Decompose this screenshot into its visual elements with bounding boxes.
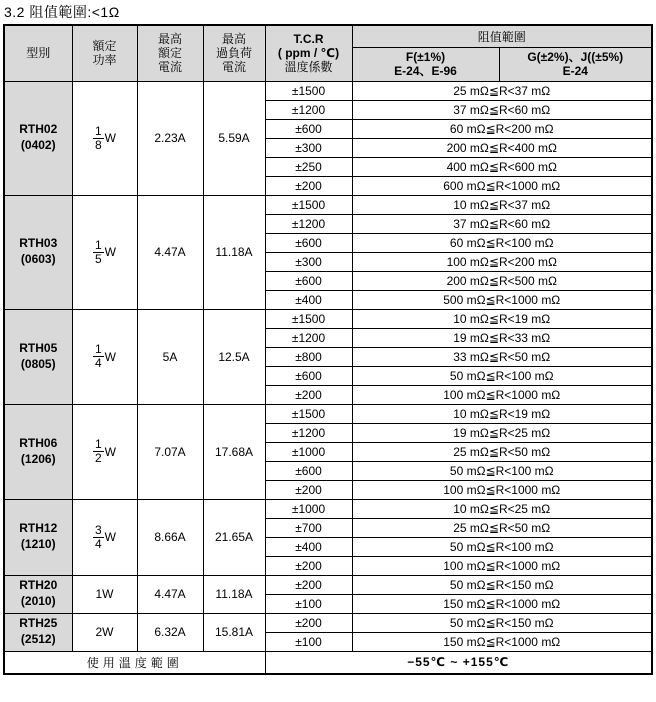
tcr-cell: ±700 xyxy=(265,518,352,537)
overload-current-cell: 5.59A xyxy=(203,81,265,195)
resistance-range-cell: 25 mΩ≦R<50 mΩ xyxy=(352,442,652,461)
resistance-range-cell: 25 mΩ≦R<37 mΩ xyxy=(352,81,652,100)
rated-power-cell xyxy=(72,499,137,575)
tcr-cell: ±800 xyxy=(265,347,352,366)
tcr-cell: ±400 xyxy=(265,537,352,556)
tcr-cell: ±300 xyxy=(265,252,352,271)
fraction-numerator: 1 xyxy=(94,342,102,357)
model-name: RTH06 xyxy=(19,435,58,450)
rated-current-cell: 2.23A xyxy=(137,81,203,195)
power-unit: W xyxy=(104,444,116,459)
model-package: (1210) xyxy=(20,537,56,551)
resistance-range-cell: 150 mΩ≦R<1000 mΩ xyxy=(352,594,652,613)
tcr-cell: ±200 xyxy=(265,575,352,594)
rated-power-cell xyxy=(72,309,137,404)
model-name: RTH02 xyxy=(19,122,58,137)
power-fraction xyxy=(93,524,104,550)
tcr-cell: ±1200 xyxy=(265,423,352,442)
overload-current-cell: 15.81A xyxy=(203,613,265,651)
resistance-range-cell: 50 mΩ≦R<150 mΩ xyxy=(352,613,652,632)
rated-power-cell xyxy=(72,81,137,195)
resistance-range-cell: 10 mΩ≦R<25 mΩ xyxy=(352,499,652,518)
spec-row xyxy=(4,81,652,100)
rated-power-cell: 1W xyxy=(72,575,137,613)
tcr-cell: ±200 xyxy=(265,480,352,499)
model-cell xyxy=(4,404,72,499)
tcr-cell: ±1000 xyxy=(265,499,352,518)
rated-current-cell: 4.47A xyxy=(137,195,203,309)
col-header-max-rated-current: 最高 額定 電流 xyxy=(137,25,203,81)
model-name: RTH20 xyxy=(19,578,58,593)
model-name: RTH03 xyxy=(19,236,58,251)
rated-current-cell: 4.47A xyxy=(137,575,203,613)
col-header-tcr: T.C.R ( ppm / ℃) 溫度係數 xyxy=(265,25,352,81)
tcr-cell: ±1500 xyxy=(265,309,352,328)
fraction-denominator: 4 xyxy=(94,356,102,370)
table-body xyxy=(4,81,652,674)
resistance-range-cell: 500 mΩ≦R<1000 mΩ xyxy=(352,290,652,309)
resistance-range-cell: 150 mΩ≦R<1000 mΩ xyxy=(352,632,652,651)
model-package: (2010) xyxy=(20,594,56,608)
fraction-denominator: 5 xyxy=(94,251,102,266)
fraction-numerator: 1 xyxy=(94,437,102,452)
resistance-range-cell: 10 mΩ≦R<19 mΩ xyxy=(352,309,652,328)
resistance-range-cell: 10 mΩ≦R<37 mΩ xyxy=(352,195,652,214)
operating-temperature-row xyxy=(4,651,652,674)
fraction-numerator: 1 xyxy=(94,237,102,252)
overload-current-cell: 11.18A xyxy=(203,575,265,613)
section-title: 3.2 阻值範圍:<1Ω xyxy=(4,4,120,20)
tcr-cell: ±100 xyxy=(265,632,352,651)
resistance-range-cell: 25 mΩ≦R<50 mΩ xyxy=(352,518,652,537)
power-fraction xyxy=(93,343,104,369)
tcr-cell: ±250 xyxy=(265,157,352,176)
resistance-range-cell: 10 mΩ≦R<19 mΩ xyxy=(352,404,652,423)
tcr-cell: ±200 xyxy=(265,556,352,575)
tcr-cell: ±600 xyxy=(265,119,352,138)
table-header xyxy=(4,25,652,81)
tcr-cell: ±1000 xyxy=(265,442,352,461)
power-fraction xyxy=(93,125,104,151)
model-cell xyxy=(4,613,72,651)
col-header-resistance-range: 阻值範圍 xyxy=(352,25,652,47)
rated-current-cell: 6.32A xyxy=(137,613,203,651)
tcr-cell: ±1200 xyxy=(265,100,352,119)
tcr-cell: ±1500 xyxy=(265,404,352,423)
resistance-range-table xyxy=(3,24,653,675)
rated-power-cell xyxy=(72,404,137,499)
tcr-cell: ±600 xyxy=(265,461,352,480)
tcr-cell: ±1200 xyxy=(265,328,352,347)
tcr-cell: ±400 xyxy=(265,290,352,309)
model-cell xyxy=(4,499,72,575)
tcr-cell: ±1500 xyxy=(265,81,352,100)
resistance-range-cell: 37 mΩ≦R<60 mΩ xyxy=(352,100,652,119)
spec-row xyxy=(4,309,652,328)
tcr-cell: ±1500 xyxy=(265,195,352,214)
power-unit: W xyxy=(104,131,116,145)
col-header-max-overload-current: 最高 過負荷 電流 xyxy=(203,25,265,81)
tcr-cell: ±1200 xyxy=(265,214,352,233)
power-unit: W xyxy=(104,349,116,364)
model-package: (0402) xyxy=(20,138,56,152)
tcr-cell: ±300 xyxy=(265,138,352,157)
col-header-rated-power: 額定 功率 xyxy=(72,25,137,81)
model-cell xyxy=(4,309,72,404)
spec-row xyxy=(4,613,652,632)
resistance-range-cell: 60 mΩ≦R<100 mΩ xyxy=(352,233,652,252)
tcr-cell: ±200 xyxy=(265,385,352,404)
model-package: (2512) xyxy=(20,632,56,646)
resistance-range-cell: 200 mΩ≦R<500 mΩ xyxy=(352,271,652,290)
spec-row xyxy=(4,195,652,214)
rated-current-cell: 7.07A xyxy=(137,404,203,499)
fraction-numerator: 3 xyxy=(94,522,102,537)
resistance-range-cell: 50 mΩ≦R<100 mΩ xyxy=(352,461,652,480)
fraction-numerator: 1 xyxy=(94,123,102,138)
spec-row xyxy=(4,404,652,423)
col-header-tolerance-f: F(±1%) E-24、E-96 xyxy=(352,47,499,81)
tcr-cell: ±200 xyxy=(265,176,352,195)
model-name: RTH25 xyxy=(19,616,58,631)
overload-current-cell: 17.68A xyxy=(203,404,265,499)
fraction-denominator: 4 xyxy=(94,536,102,551)
model-package: (0805) xyxy=(20,356,56,371)
tcr-cell: ±200 xyxy=(265,613,352,632)
power-unit: W xyxy=(104,530,116,544)
rated-current-cell: 5A xyxy=(137,309,203,404)
resistance-range-cell: 50 mΩ≦R<150 mΩ xyxy=(352,575,652,594)
col-header-model: 型別 xyxy=(4,25,72,81)
resistance-range-cell: 100 mΩ≦R<1000 mΩ xyxy=(352,556,652,575)
resistance-range-cell: 200 mΩ≦R<400 mΩ xyxy=(352,138,652,157)
resistance-range-cell: 600 mΩ≦R<1000 mΩ xyxy=(352,176,652,195)
model-name: RTH05 xyxy=(19,340,58,355)
model-cell xyxy=(4,575,72,613)
resistance-range-cell: 37 mΩ≦R<60 mΩ xyxy=(352,214,652,233)
model-name: RTH12 xyxy=(19,521,58,536)
rated-power-cell xyxy=(72,195,137,309)
spec-row xyxy=(4,499,652,518)
fraction-denominator: 2 xyxy=(94,451,102,465)
power-fraction xyxy=(93,239,104,265)
col-header-tolerance-gj: G(±2%)、J((±5%) E-24 xyxy=(499,47,652,81)
resistance-range-cell: 50 mΩ≦R<100 mΩ xyxy=(352,537,652,556)
resistance-range-cell: 60 mΩ≦R<200 mΩ xyxy=(352,119,652,138)
model-cell xyxy=(4,81,72,195)
overload-current-cell: 21.65A xyxy=(203,499,265,575)
fraction-denominator: 8 xyxy=(94,137,102,152)
resistance-range-cell: 19 mΩ≦R<33 mΩ xyxy=(352,328,652,347)
model-package: (1206) xyxy=(20,451,56,466)
overload-current-cell: 12.5A xyxy=(203,309,265,404)
operating-temperature-label: 使用溫度範圍 xyxy=(4,651,265,674)
tcr-cell: ±100 xyxy=(265,594,352,613)
rated-current-cell: 8.66A xyxy=(137,499,203,575)
rated-power-cell: 2W xyxy=(72,613,137,651)
resistance-range-cell: 33 mΩ≦R<50 mΩ xyxy=(352,347,652,366)
power-unit: W xyxy=(104,245,116,259)
resistance-range-cell: 19 mΩ≦R<25 mΩ xyxy=(352,423,652,442)
overload-current-cell: 11.18A xyxy=(203,195,265,309)
header-row-1 xyxy=(4,25,652,47)
model-package: (0603) xyxy=(20,252,56,266)
tcr-cell: ±600 xyxy=(265,271,352,290)
power-fraction xyxy=(93,438,104,464)
resistance-range-cell: 50 mΩ≦R<100 mΩ xyxy=(352,366,652,385)
operating-temperature-value: −55℃ ~ +155℃ xyxy=(265,651,652,674)
resistance-range-cell: 400 mΩ≦R<600 mΩ xyxy=(352,157,652,176)
tcr-cell: ±600 xyxy=(265,366,352,385)
resistance-range-cell: 100 mΩ≦R<1000 mΩ xyxy=(352,480,652,499)
spec-row xyxy=(4,575,652,594)
model-cell xyxy=(4,195,72,309)
tcr-cell: ±600 xyxy=(265,233,352,252)
resistance-range-cell: 100 mΩ≦R<200 mΩ xyxy=(352,252,652,271)
resistance-range-cell: 100 mΩ≦R<1000 mΩ xyxy=(352,385,652,404)
